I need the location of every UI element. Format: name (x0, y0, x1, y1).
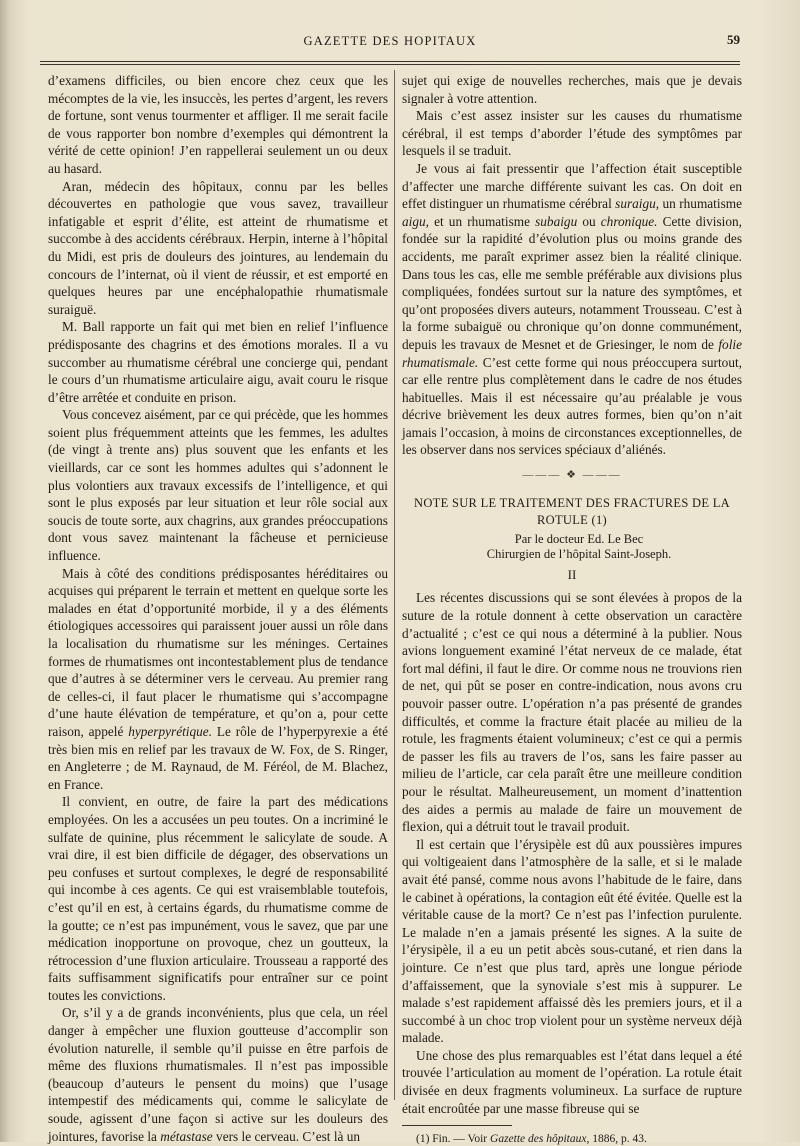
text-run: ou (577, 213, 601, 229)
text-run: Je vous ai fait pressentir que l’affection était susceptible d’affecter une marche différente suivant les cas. On doit en effet distinguer un rhumatisme cérébral (402, 160, 742, 212)
section-number: II (567, 566, 577, 582)
text-run: C’est cette forme qui nous préoccupera surtout, car elle rentre plus complètement dans le cadre de nos études habituelles. Mais il est nécessaire qu’au préalable je vous décrive brièvement les deux autres formes, bien qu’on n’ait jamais l’occasion, à moins de circonstances exceptionnelles, de les observer dans nos services spéciaux d’aliénés. (402, 354, 742, 458)
article-title: NOTE SUR LE TRAITEMENT DES FRACTURES DE LA ROTULE (1) (414, 495, 730, 528)
paragraph: M. Ball rapporte un fait qui met bien en relief l’influence prédisposante des chagrins et des émotions morales. Il a vu succomber au rhumatisme cérébral une concierge qui, pendant le cours d’un rhumatisme articulaire aigu, avait couru le risque d’être arrêtée et conduite en prison. (48, 319, 388, 405)
column-divider (394, 70, 395, 1100)
paragraph: Il est certain que l’érysipèle est dû aux poussières impures qui voltigeaient dans l’atmosphère de la salle, et si le malade avait été pansé, comme nous avons l’habitude de le faire, dans le cabinet à opérations, la contagion eût été évitée. Quelle est la véritable cause de la mort? Ce n’est pas l’infection purulente. Le malade n’en a jamais présenté les signes. A la suite de l’érysipèle, il a eu un petit abcès sous-cutané, et rien dans la jointure. Ce n’est que plus tard, après une longue période d’affaissement, que la synoviale s’est mis à suppurer. Le malade s’est rapidement affaissé dès les premiers jours, et il a succombé à un choc trop violent pour un système nerveux déjà malade. (402, 836, 742, 1046)
text-run: Mais à côté des conditions prédisposantes héréditaires ou acquises qui préparent le terrain et mettent en quelque sorte les malades en état d’opportunité morbide, il y a des éléments étiologiques accessoires qui paraissent jouer aussi un rôle dans la localisation du rhumatisme sur les méninges. Certaines formes de rhumatismes ont incontestablement plus de tendance que d’autres à se déterminer vers le cerveau. Au premier rang de celles-ci, il faut placer le rhumatisme qui s’accompagne d’une haute élévation de température, et qu’on a, pour cette raison, appelé (48, 565, 388, 739)
author-affiliation: Chirurgien de l’hôpital Saint-Joseph. (486, 546, 672, 561)
paragraph (402, 160, 742, 459)
text-run: vers le cerveau. C’est là un (212, 1128, 361, 1144)
paragraph: Une chose des plus remarquables est l’état dans lequel a été trouvée l’articulation au moment de l’opération. La rotule était divisée en deux fragments volumineux. La surface de rupture était encroûtée par une masse fibreuse qui se (402, 1047, 742, 1116)
paragraph: sujet qui exige de nouvelles recherches, mais que je devais signaler à votre attention. (402, 73, 742, 106)
italic-term: aigu, (402, 213, 429, 229)
text-run: et un rhumatisme (428, 213, 536, 229)
italic-term: suraigu, (615, 196, 660, 212)
page-number: 59 (727, 32, 740, 47)
text-run: Cette division, fondée sur la rapidité d’évolution plus ou moins grande des accidents, me paraît exprimer assez bien la réalité clinique. Dans tous les cas, elle me semble préférable aux divisions plus compliquées, fondées surtout sur la nature des symptômes, et qu’ont proposées divers auteurs, notamment Trousseau. C’est à la forme subaiguë ou chronique qu’on donne communément, depuis les travaux de Mesnet et de Griesinger, le nom de (402, 213, 742, 352)
paragraph: Mais c’est assez insister sur les causes du rhumatisme cérébral, il est temps d’aborder l’étude des symptômes par lesquels il se traduit. (402, 108, 742, 159)
footnote (402, 1132, 742, 1146)
italic-term: hyperpyrétique. (128, 723, 213, 739)
paragraph: Les récentes discussions qui se sont élevées à propos de la suture de la rotule donnent à cette observation un caractère d’actualité ; c’est ce qui nous a déterminé à la publier. Nous avions longuement examiné l’état nerveux de ce malade, état fort mal défini, il faut le dire. Or comme nous ne trouvions rien de net, qui pût se poser en contre-indication, nous avons cru pouvoir passer outre. L’opération n’a pas présenté de grandes difficultés, et comme la fracture était placée au milieu de la rotule, les fragments étaient volumineux; c’est ce qui a permis de passer les fils au travers de l’os, sans les faire passer au milieu de l’article, car cela paraît être une meilleure condition pour le résultat. Malheureusement, un moment d’inattention des aides a permis au malade de faire un mouvement de flexion, qui a détruit tout le travail produit. (402, 590, 742, 835)
italic-term: métastase (160, 1128, 213, 1144)
text-run: (1) Fin. — Voir (416, 1133, 491, 1146)
text-run: Or, s’il y a de grands inconvénients, plus que cela, un réel danger à empêcher une fluxion goutteuse d’accomplir son évolution naturelle, il semble qu’il puisse en être parfois de même des fluxions rhumatismales. Il n’est pas impossible (beaucoup d’auteurs le pensent du moins) que l’usage intempestif des médicaments qui, comme le salicylate de soude, agissent d’une façon si active sur les douleurs des jointures, favorise la (48, 1005, 388, 1144)
italic-term: folie rhumatismale. (402, 336, 742, 370)
page-header (40, 30, 740, 60)
paragraph: Vous concevez aisément, par ce qui précède, que les hommes soient plus fréquemment atteints que les femmes, les adultes (de vingt à trente ans) plus souvent que les enfants et les vieillards, car ce sont les hommes adultes qui s’adonnent le plus volontiers aux travaux excessifs de l’intelligence, et qui sont le plus exposés par leur situation et leur rôle social aux soucis de toute sorte, aux chagrins, aux grandes préoccupations dont vous savez maintenant la fâcheuse et pernicieuse influence. (48, 407, 388, 564)
italic-term: Gazette des hôpitaux, (490, 1133, 590, 1146)
section-ornament: ——— ❖ ——— (522, 469, 622, 482)
italic-term: chronique. (600, 213, 658, 229)
text-run: Le rôle de l’hyperpyrexie a été très bien mis en relief par les travaux de W. Fox, de S. Ringer, en Angleterre ; de M. Raynaud, de M. Féréol, de M. Blachez, en France. (48, 723, 388, 792)
author-byline: Par le docteur Ed. Le Bec (514, 531, 644, 546)
italic-term: subaigu (535, 213, 578, 229)
right-column (402, 72, 742, 1146)
paragraph: Aran, médecin des hôpitaux, connu par les belles découvertes en pathologie que vous savez, travailleur infatigable et esprit d’élite, est atteint de rhumatisme et succombe à des accidents cérébraux. Herpin, interne à l’hôpital du Midi, est pris de douleurs des jointures, au lendemain du concours de l’internat, où il vient de réussir, et est emporté en quelques heures par une encéphalopathie rhumatismale suraiguë. (48, 178, 388, 317)
paragraph (48, 565, 388, 794)
paragraph (48, 1004, 388, 1145)
text-run: un rhumatisme (659, 196, 742, 212)
header-rule-top (40, 61, 740, 62)
text-run: 1886, p. 43. (589, 1133, 647, 1146)
paragraph: Il convient, en outre, de faire la part des médications employées. On les a accusées un peu toutes. On a incriminé le sulfate de quinine, plus récemment le salicylate de soude. A vrai dire, il est bien difficile de dégager, des observations un peu confuses et surtout complexes, le degré de responsabilité qui incombe à ces agents. Ce qui est vraisemblable toutefois, c’est qu’il en est, à certains égards, du rhumatisme comme de la goutte; ce n’est pas impunément, vous le savez, que par une médication inopportune on provoque, chez un goutteux, la rétrocession d’une fluxion articulaire. Trousseau a rapporté des faits suffisamment significatifs pour entraîner sur ce point toutes les convictions. (48, 794, 388, 1003)
footnote-rule (402, 1125, 512, 1126)
paragraph: d’examens difficiles, ou bien encore chez ceux que les mécomptes de la vie, les insuccès, les pertes d’argent, les revers de fortune, sont venus tourmenter et affliger. Il me serait facile de vous rapporter bon nombre d’exemples qui démontrent la vérité de cette opinion! J’en rappellerai seulement un ou deux au hasard. (48, 73, 388, 176)
running-title: GAZETTE DES HOPITAUX (303, 34, 477, 48)
left-column (48, 72, 388, 1145)
header-rule-bottom (40, 64, 740, 65)
